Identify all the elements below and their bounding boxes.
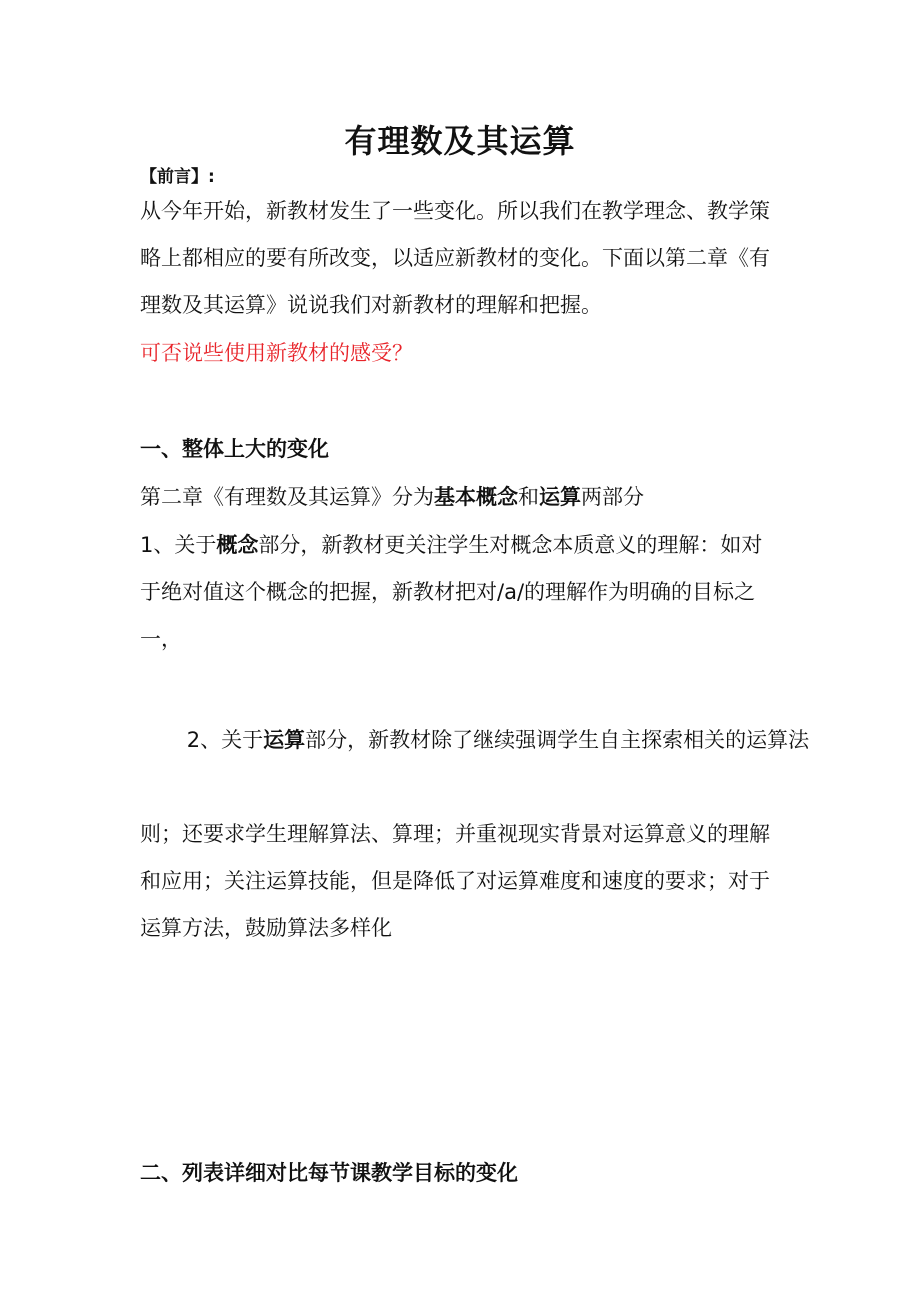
document-title: 有理数及其运算 (344, 122, 576, 160)
item-2-prefix: 2、关于 (180, 728, 264, 752)
preface-paragraph (140, 188, 790, 329)
item-2-line-2: 则；还要求学生理解算法、算理；并重视现实背景对运算意义的理解 (140, 822, 770, 846)
item-1-line-3: 一， (140, 627, 182, 651)
preface-question: 可否说些使用新教材的感受？ (140, 341, 413, 365)
section-1-intro (140, 474, 790, 521)
section-2-heading: 二、列表详细对比每节课教学目标的变化 (140, 1161, 518, 1185)
intro-text-and: 和 (518, 485, 539, 509)
item-1-paragraph (140, 522, 790, 663)
item-2-line-1: 部分，新教材除了继续强调学生自主探索相关的运算法 (305, 728, 810, 752)
section-1-heading: 一、整体上大的变化 (140, 437, 329, 461)
preface-line-1: 从今年开始，新教材发生了一些变化。所以我们在教学理念、教学策 (140, 199, 770, 223)
preface-label: 【前言】: (140, 167, 215, 187)
intro-bold-operation: 运算 (539, 485, 581, 509)
item-2-paragraph (140, 670, 810, 952)
item-1-line-2: 于绝对值这个概念的把握，新教材把对/a/的理解作为明确的目标之 (140, 580, 756, 604)
item-1-line-1: 部分，新教材更关注学生对概念本质意义的理解：如对 (258, 533, 763, 557)
intro-text-end: 两部分 (581, 485, 644, 509)
item-2-line-4: 运算方法，鼓励算法多样化 (140, 916, 392, 940)
intro-bold-concept: 基本概念 (434, 485, 518, 509)
intro-text: 第二章《有理数及其运算》分为 (140, 485, 434, 509)
item-1-prefix: 1、关于 (140, 533, 217, 557)
preface-line-3: 理数及其运算》说说我们对新教材的理解和把握。 (140, 293, 602, 317)
preface-line-2: 略上都相应的要有所改变，以适应新教材的变化。下面以第二章《有 (140, 246, 770, 270)
item-2-line-3: 和应用；关注运算技能，但是降低了对运算难度和速度的要求；对于 (140, 869, 770, 893)
item-1-bold: 概念 (216, 533, 259, 557)
item-2-bold: 运算 (263, 728, 306, 752)
